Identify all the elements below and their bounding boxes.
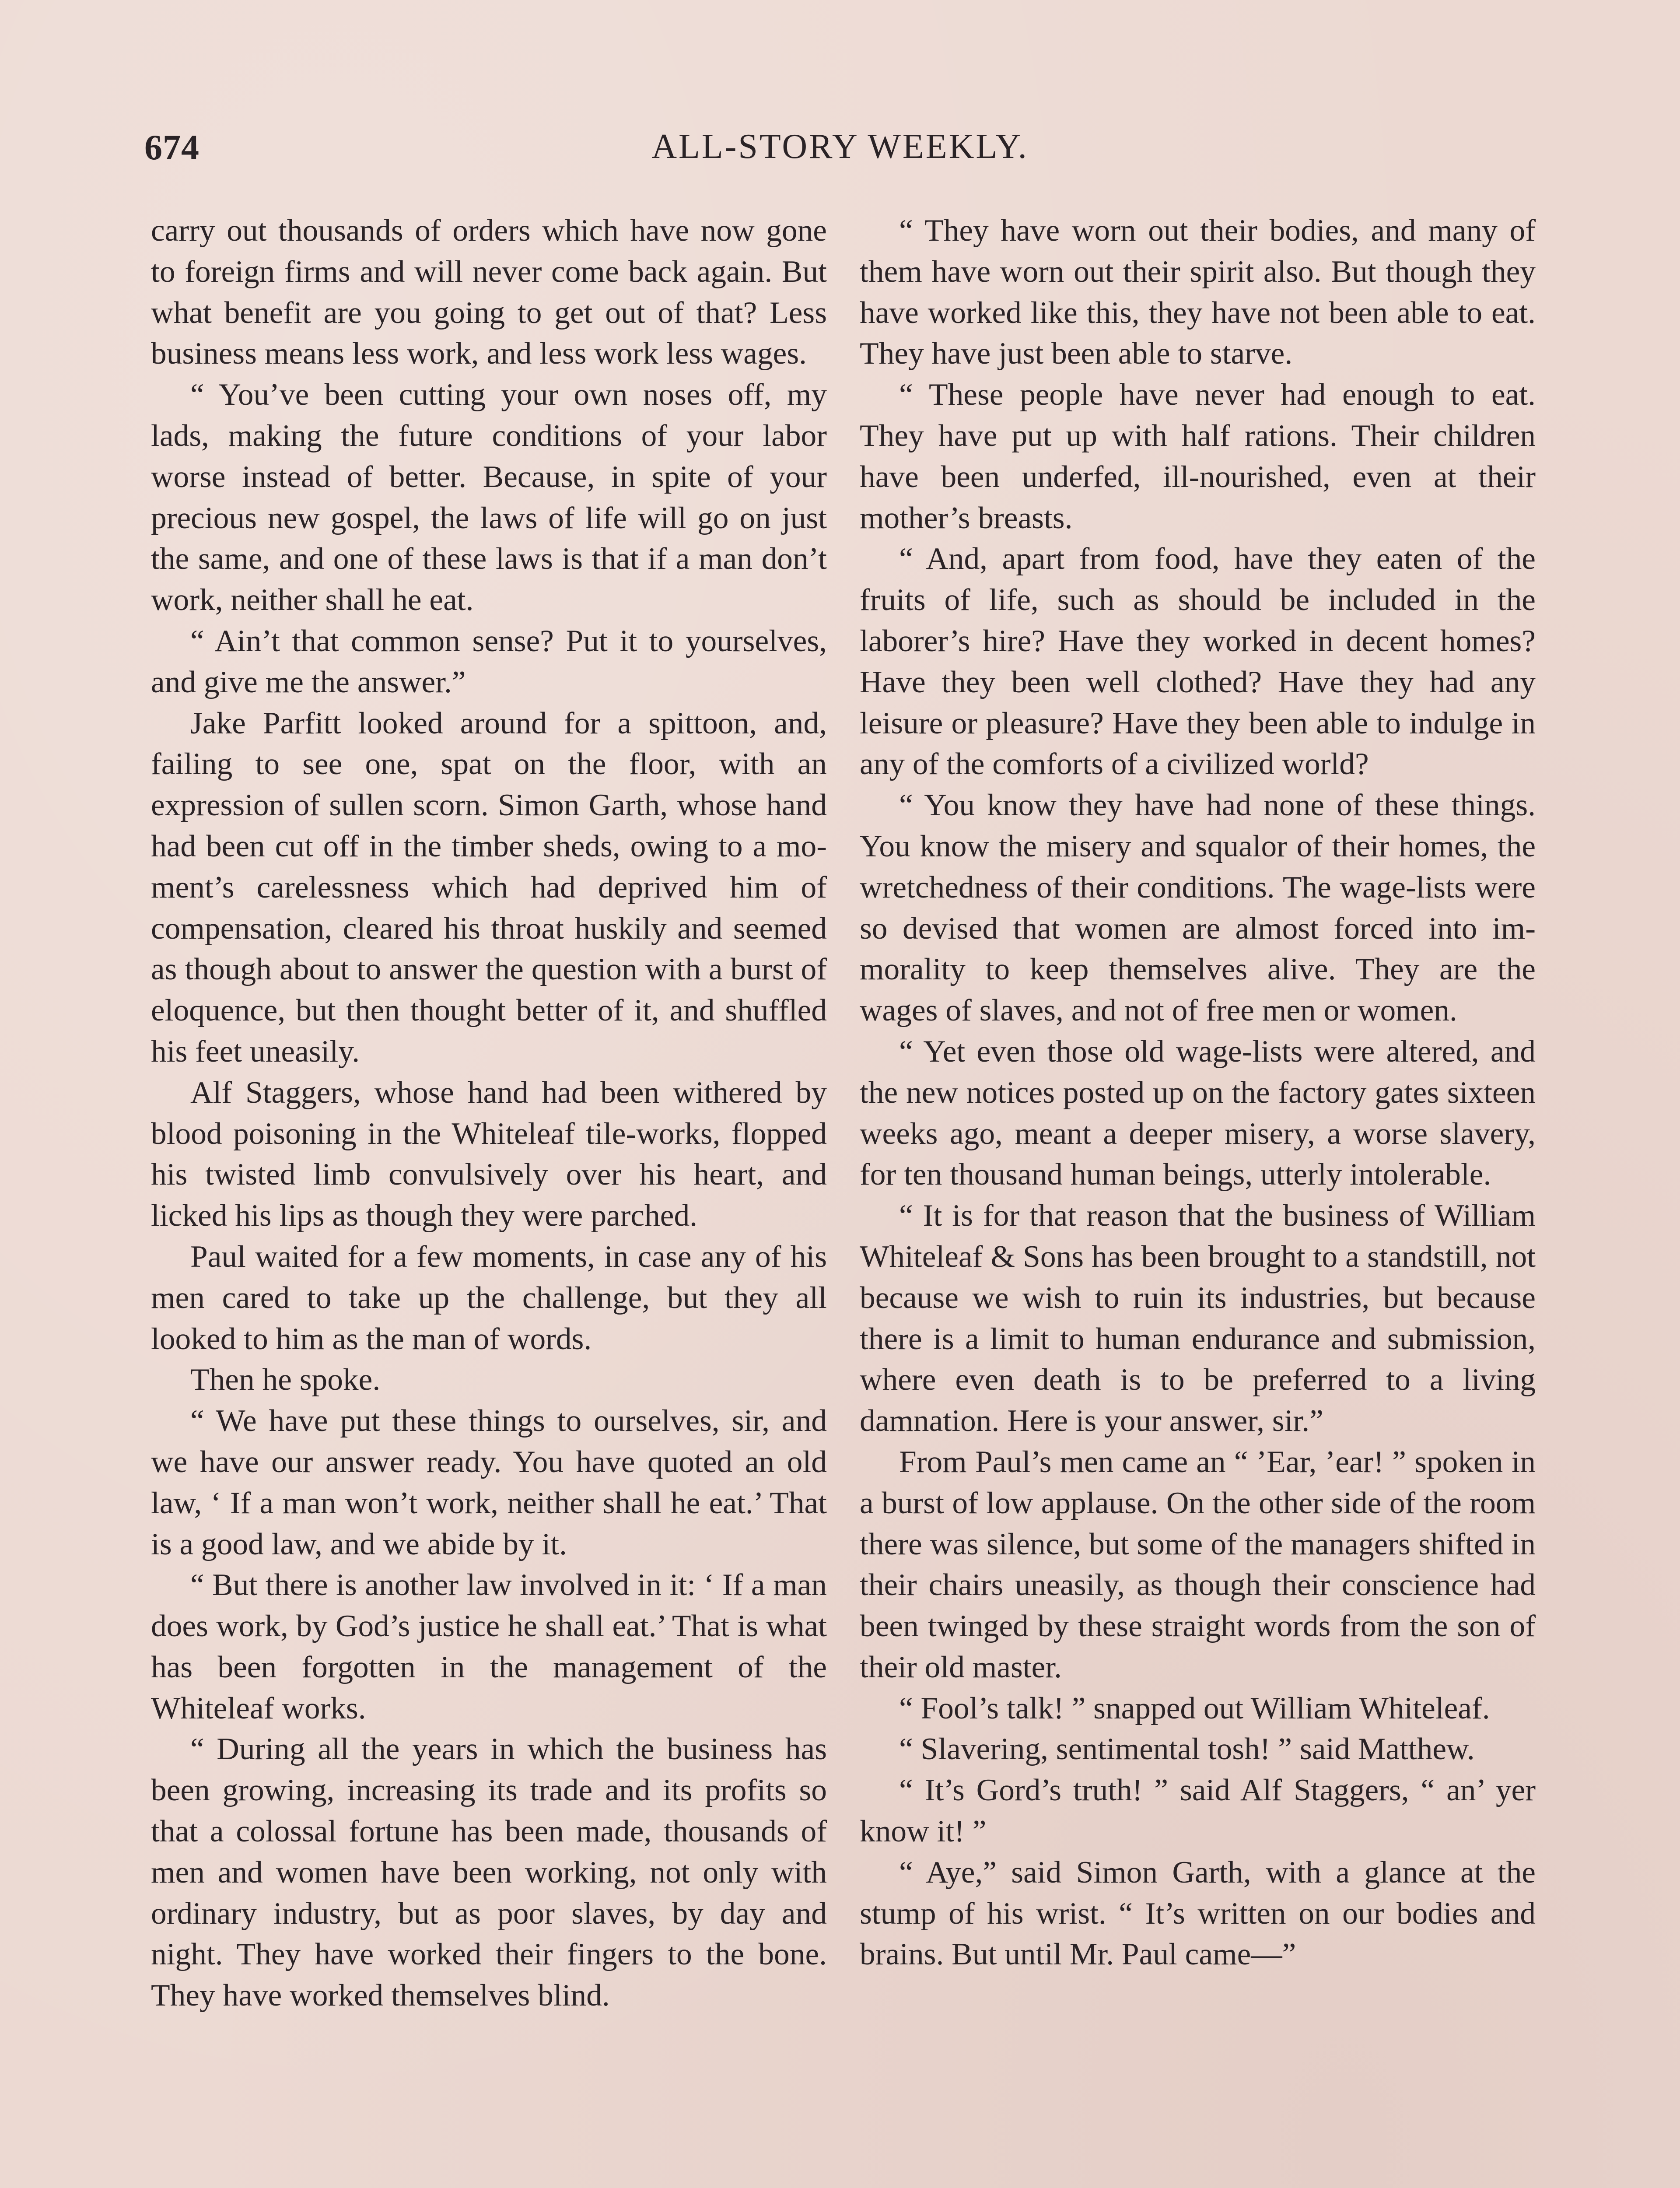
left-column <box>151 210 827 2016</box>
paragraph: Jake Parfitt looked around for a spittoon, and, failing to see one, spat on the floor, with an expression of sullen scorn. Simon Garth, whose hand had been cut off in the timber sheds, owing to a moment’s carelessness which had deprived him of compensation, cleared his throat huskily and seemed as though about to answer the question with a burst of eloquence, but then thought better of it, and shuffled his feet uneasily. <box>151 705 827 1069</box>
page-header <box>144 127 1536 175</box>
paragraph: “ You know they have had none of these things. You know the misery and squalor of their homes, the wretchedness of their conditions. The wage-lists were so devised that women are almost forced into immorality to keep themselves alive. They are the wages of slaves, and not of free men or women. <box>860 788 1536 1028</box>
paragraph: “ They have worn out their bodies, and many of them have worn out their spirit also. But though they have worked like this, they have not been able to eat. They have just been able to starve. <box>860 213 1536 371</box>
paragraph: “ Ain’t that common sense? Put it to yourselves, and give me the answer.” <box>151 623 827 699</box>
paragraph: “ Fool’s talk! ” snapped out William Whiteleaf. <box>899 1690 1490 1725</box>
paragraph: From Paul’s men came an “ ’Ear, ’ear! ” spoken in a burst of low applause. On the other side of the room there was silence, but some of the managers shifted in their chairs uneasily, as though their conscience had been twinged by these straight words from the son of their old master. <box>860 1444 1536 1684</box>
paragraph: “ These people have never had enough to eat. They have put up with half rations. Their children have been underfed, ill-nourished, even at their mother’s breasts. <box>860 377 1536 535</box>
paragraph: “ It’s Gord’s truth! ” said Alf Staggers, “ an’ yer know it! ” <box>860 1773 1536 1849</box>
paragraph: Then he spoke. <box>190 1362 381 1397</box>
right-column <box>860 210 1536 1975</box>
paragraph: “ During all the years in which the business has been growing, increasing its trade and its profits so that a colossal fortune has been made, thousands of men and women have been working, not only with ordinary industry, but as poor slaves, by day and night. They have worked their fingers to the bone. They have worked themselves blind. <box>151 1732 827 2013</box>
paragraph: “ And, apart from food, have they eaten of the fruits of life, such as should be included in the laborer’s hire? Have they worked in decent homes? Have they been well clothed? Have they had any leisure or pleasure? Have they been able to indulge in any of the comforts of a civilized world? <box>860 541 1536 782</box>
running-head: ALL-STORY WEEKLY. <box>651 127 1029 166</box>
paragraph: “ But there is another law involved in it: ‘ If a man does work, by God’s justice he shall eat.’ That is what has been forgotten in the management of the Whiteleaf works. <box>151 1567 827 1725</box>
paragraph: Alf Staggers, whose hand had been withered by blood poisoning in the Whiteleaf tile-works, flopped his twisted limb convulsively over his heart, and licked his lips as though they were parched. <box>151 1075 827 1233</box>
page-number: 674 <box>144 127 200 167</box>
paragraph: “ Slavering, sentimental tosh! ” said Matthew. <box>899 1732 1475 1767</box>
paragraph: carry out thousands of orders which have now gone to foreign firms and will never come back again. But what benefit are you going to get out of that? Less business means less work, and less work less wages. <box>151 213 827 371</box>
paragraph: Paul waited for a few moments, in case any of his men cared to take up the challenge, but they all looked to him as the man of words. <box>151 1239 827 1356</box>
paragraph: “ Yet even those old wage-lists were altered, and the new notices posted up on the factory gates sixteen weeks ago, meant a deeper misery, a worse slavery, for ten thousand human beings, utterly intolerable. <box>860 1034 1536 1192</box>
paragraph: “ We have put these things to ourselves, sir, and we have our answer ready. You have quoted an old law, ‘ If a man won’t work, neither shall he eat.’ That is a good law, and we abide by it. <box>151 1403 827 1561</box>
paragraph: “ Aye,” said Simon Garth, with a glance at the stump of his wrist. “ It’s written on our bodies and brains. But until Mr. Paul came—” <box>860 1855 1536 1972</box>
paragraph: “ You’ve been cutting your own noses off, my lads, making the future conditions of your labor worse instead of better. Because, in spite of your precious new gospel, the laws of life will go on just the same, and one of these laws is that if a man don’t work, neither shall he eat. <box>151 377 827 617</box>
paragraph: “ It is for that reason that the business of William Whiteleaf & Sons has been brought to a standstill, not because we wish to ruin its industries, but because there is a limit to human endurance and submission, where even death is to be preferred to a living damnation. Here is your answer, sir.” <box>860 1198 1536 1438</box>
